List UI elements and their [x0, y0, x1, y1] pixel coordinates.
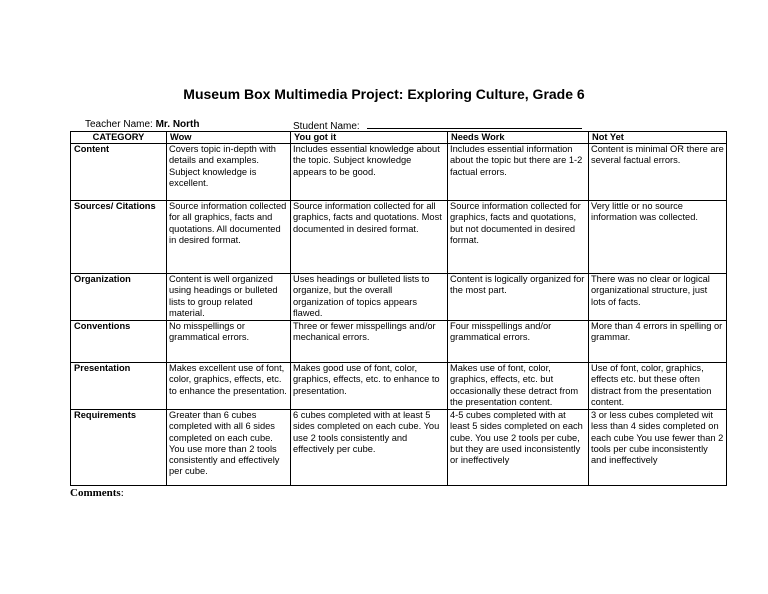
rubric-cell: Source information collected for graphics, facts and quotations, but not documented in desired format.	[448, 201, 589, 274]
header-category: CATEGORY	[71, 132, 167, 144]
rubric-cell: There was no clear or logical organizational structure, just lots of facts.	[589, 274, 727, 321]
rubric-cell: Very little or no source information was collected.	[589, 201, 727, 274]
comments-colon: :	[120, 487, 124, 499]
header-wow: Wow	[167, 132, 291, 144]
row-category: Organization	[71, 274, 167, 321]
header-needs-work: Needs Work	[448, 132, 589, 144]
rubric-cell: More than 4 errors in spelling or grammar.	[589, 321, 727, 363]
row-category: Sources/ Citations	[71, 201, 167, 274]
rubric-header-row	[71, 132, 727, 144]
rubric-cell: 6 cubes completed with at least 5 sides completed on each cube. You use 2 tools consistently and effectively per cube.	[291, 410, 448, 486]
rubric-cell: Makes good use of font, color, graphics, effects, etc. to enhance to presentation.	[291, 363, 448, 410]
table-row	[71, 410, 727, 486]
row-category: Conventions	[71, 321, 167, 363]
comments-label: Comments	[70, 487, 121, 499]
table-row	[71, 363, 727, 410]
rubric-cell: Content is well organized using headings or bulleted lists to group related material.	[167, 274, 291, 321]
rubric-cell: Covers topic in-depth with details and examples. Subject knowledge is excellent.	[167, 144, 291, 201]
rubric-cell: Source information collected for all graphics, facts and quotations. Most documented in desired format.	[291, 201, 448, 274]
row-category: Content	[71, 144, 167, 201]
comments-line	[70, 487, 124, 499]
rubric-cell: 4-5 cubes completed with at least 5 sides completed on each cube. You use 2 tools per cube, but they are used inconsistently or ineffectively	[448, 410, 589, 486]
rubric-cell: Makes excellent use of font, color, graphics, effects, etc. to enhance the presentation.	[167, 363, 291, 410]
rubric-cell: No misspellings or grammatical errors.	[167, 321, 291, 363]
row-category: Presentation	[71, 363, 167, 410]
rubric-cell: Content is minimal OR there are several factual errors.	[589, 144, 727, 201]
rubric-cell: Use of font, color, graphics, effects etc. but these often distract from the presentation content.	[589, 363, 727, 410]
rubric-cell: Includes essential knowledge about the topic. Subject knowledge appears to be good.	[291, 144, 448, 201]
rubric-cell: Includes essential information about the topic but there are 1-2 factual errors.	[448, 144, 589, 201]
header-not-yet: Not Yet	[589, 132, 727, 144]
header-you-got-it: You got it	[291, 132, 448, 144]
rubric-table	[70, 131, 727, 486]
teacher-name-label: Teacher Name:	[85, 119, 153, 130]
table-row	[71, 144, 727, 201]
rubric-cell: Greater than 6 cubes completed with all 6 sides completed on each cube. You use more than 2 tools consistently and effectively per cube.	[167, 410, 291, 486]
rubric-cell: Uses headings or bulleted lists to organize, but the overall organization of topics appears flawed.	[291, 274, 448, 321]
rubric-cell: 3 or less cubes completed wit less than 4 sides completed on each cube You use fewer than 2 tools per cube inconsistently and ineffectively	[589, 410, 727, 486]
teacher-name-line	[85, 119, 199, 130]
teacher-name-value: Mr. North	[155, 119, 200, 130]
table-row	[71, 321, 727, 363]
row-category: Requirements	[71, 410, 167, 486]
rubric-cell: Source information collected for all graphics, facts and quotations. All documented in desired format.	[167, 201, 291, 274]
rubric-cell: Makes use of font, color, graphics, effects, etc. but occasionally these detract from the presentation content.	[448, 363, 589, 410]
table-row	[71, 201, 727, 274]
table-row	[71, 274, 727, 321]
student-name-blank	[367, 119, 582, 129]
rubric-cell: Four misspellings and/or grammatical errors.	[448, 321, 589, 363]
rubric-cell: Content is logically organized for the most part.	[448, 274, 589, 321]
document-title: Museum Box Multimedia Project: Exploring Culture, Grade 6	[183, 86, 585, 102]
student-name-label: Student Name:	[293, 121, 360, 132]
rubric-cell: Three or fewer misspellings and/or mechanical errors.	[291, 321, 448, 363]
